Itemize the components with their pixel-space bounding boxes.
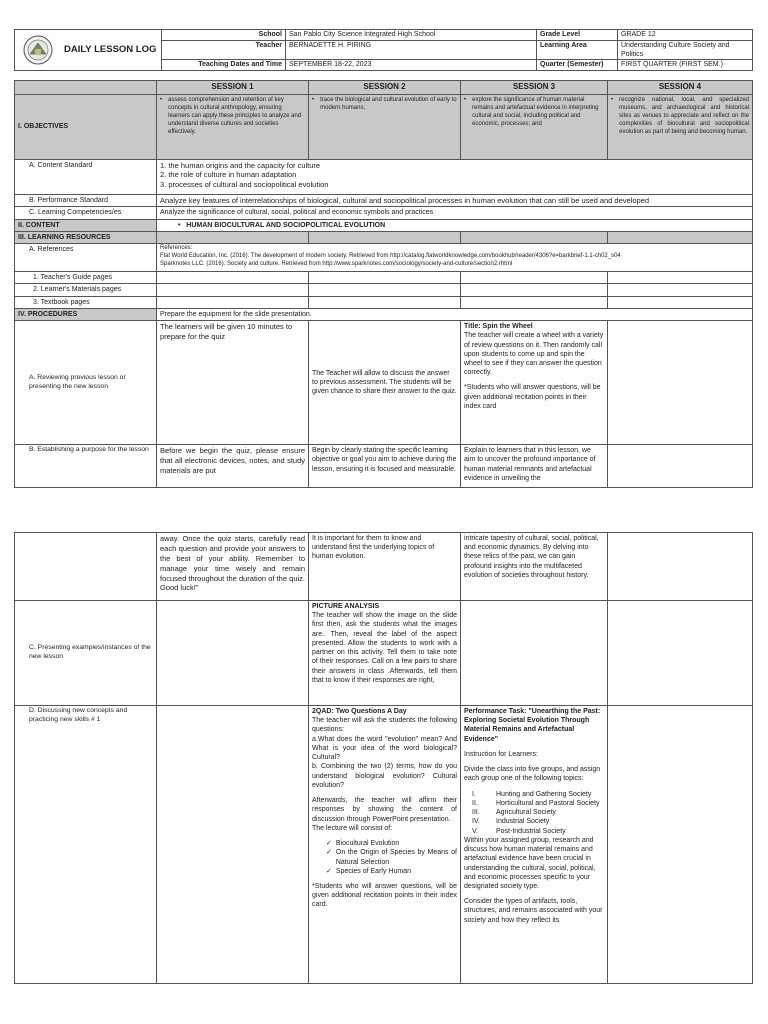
discussing-session-2: 2QAD: Two Questions A Day The teacher will ask the students the following questions: a.What does the word "evolution" mean? And What is your idea of the word biological? Cultural? b. Combining the two (2) terms, how do you understand biological evolution? Cultural evolution? Afterwards, the teacher will affirm their responses by showing the content of discussion through PowerPoint presentation. The lecture will consist of: ✓ Biocultural Evolution ✓ On the Origin of Species by Means of Natural Selection ✓ Species of Early Human *Students who will answer questions, will be given additional recitation points in their index card. bbox=[309, 706, 461, 984]
purpose-session-2: Begin by clearly stating the specific learning objective or goal you aim to achieve during the lesson, ensuring it is focused and measurable. bbox=[309, 445, 461, 488]
content-standard-label: A. Content Standard bbox=[15, 159, 157, 194]
review-session-3: Title: Spin the Wheel The teacher will create a wheel with a variety of review questions on it. Then randomly call upon students to come up and spin the wheel to see if they can answer the question correctly. *Students who will answer questions, will be given additional recitation points in their index card bbox=[461, 321, 608, 445]
references-value: References: Flat World Education, Inc. (2016). The development of modern society. Retrieved from http://catalog.flatworldknowledge.com/bookhub/reader/4306?e=barkbrief-1.1-ch02_s04 Sparknotes LLC. (2016). Society and culture. Retrieved from http://www.sparknotes.com/sociology/society-and-culture/section2.rhtml bbox=[157, 244, 753, 272]
objective-session-3: • explore the significance of human material remains and artefactual evidence in interpreting cultural and social, including political and economic, processes; and bbox=[461, 94, 608, 159]
learners-materials-label: 2. Learner's Materials pages bbox=[15, 284, 157, 296]
review-session-2: The Teacher will allow to discuss the answer to previous assessment. The students will be given chance to share their answer to the quiz. bbox=[309, 321, 461, 445]
topic-item: III. Agricultural Society bbox=[472, 809, 556, 817]
purpose-session-1: Before we begin the quiz, please ensure that all electronic devices, notes, and study materials are put bbox=[157, 445, 309, 488]
learning-area-value: Understanding Culture Society and Politics bbox=[618, 41, 753, 60]
school-label: School bbox=[162, 30, 286, 41]
check-icon: ✓ bbox=[326, 840, 332, 848]
purpose-cont-session-1: away. Once the quiz starts, carefully read each question and provide your answers to the best of your ability. Remember to manage your time wisely and remain focused throughout the duration of the quiz. Good luck!" bbox=[157, 533, 309, 601]
quarter-label: Quarter (Semester) bbox=[537, 60, 618, 71]
lesson-table-page1 bbox=[14, 80, 753, 488]
reviewing-label: A. Reviewing previous lesson or presenting the new lesson bbox=[15, 321, 157, 445]
topic-item: IV. Industrial Society bbox=[472, 818, 550, 826]
corner-cell bbox=[15, 81, 157, 95]
doc-title: DAILY LESSON LOG bbox=[64, 43, 157, 55]
topic-item: II. Horticultural and Pastoral Society bbox=[472, 799, 600, 807]
objective-session-2: • trace the biological and cultural evolution of early to modern humans; bbox=[309, 94, 461, 159]
check-item: ✓ Species of Early Human bbox=[326, 867, 411, 875]
teacher-label: Teacher bbox=[162, 41, 286, 60]
grade-level-value: GRADE 12 bbox=[618, 30, 753, 41]
objective-session-1: • assess comprehension and retention of key concepts in cultural anthropology, ensuring learners can apply these principles to analyze and understand diverse cultures and societies effectively. bbox=[157, 94, 309, 159]
procedures-value: Prepare the equipment for the slide presentation. bbox=[157, 308, 753, 320]
logo-title-cell bbox=[15, 30, 162, 71]
competencies-value: Analyze the significance of cultural, social, political and economic symbols and practices bbox=[157, 207, 753, 219]
references-label: A. References bbox=[15, 244, 157, 272]
dates-value: SEPTEMBER 18-22, 2023 bbox=[286, 60, 537, 71]
purpose-label: B. Establishing a purpose for the lesson bbox=[15, 445, 157, 488]
purpose-cont-session-3: intricate tapestry of cultural, social, political, and economic dynamics. By delving into these relics of the past, we can gain profound insights into the multifaceted evolution of societies throughout history. bbox=[461, 533, 608, 601]
objectives-label: I. OBJECTIVES bbox=[15, 94, 157, 159]
session-4-header: SESSION 4 bbox=[608, 81, 753, 95]
check-item: ✓ Biocultural Evolution bbox=[326, 840, 400, 848]
purpose-session-3: Explain to learners that in this lesson, we aim to uncover the profound importance of human material remnants and artefactual evidence in unveiling the bbox=[461, 445, 608, 488]
lesson-table-page2 bbox=[14, 532, 753, 984]
content-value: • HUMAN BIOCULTURAL AND SOCIOPOLITICAL EVOLUTION bbox=[157, 219, 753, 231]
school-seal-icon bbox=[18, 34, 58, 66]
session-1-header: SESSION 1 bbox=[157, 81, 309, 95]
resources-label: III. LEARNING RESOURCES bbox=[15, 231, 157, 243]
session-2-header: SESSION 2 bbox=[309, 81, 461, 95]
session-3-header: SESSION 3 bbox=[461, 81, 608, 95]
presenting-session-2: PICTURE ANALYSIS The teacher will show the image on the slide first then, ask the students what the images are.. Then, reveal the label of the aspect presented. Allow the students to work with a partner on this activity. Tell them to take note of their responses. Call on a few pairs to share their answers in class .Afterwards, tell them that to know if their responses are right, bbox=[309, 601, 461, 706]
learning-area-label: Learning Area bbox=[537, 41, 618, 60]
objective-session-4: • recognize national, local, and specialized museums, and archaeological and historical sites as venues to appreciate and reflect on the complexities of biocultural and sociopolitical evolution as part of being and becoming human. bbox=[608, 94, 753, 159]
check-icon: ✓ bbox=[326, 867, 332, 875]
performance-standard-value: Analyze key features of interrelationships of biological, cultural and sociopolitical processes in human evolution that can still be used and developed bbox=[157, 194, 753, 207]
check-icon: ✓ bbox=[326, 849, 332, 857]
purpose-cont-session-2: It is important for them to know and understand first the underlying topics of human evolution. bbox=[309, 533, 461, 601]
dates-label: Teaching Dates and Time bbox=[162, 60, 286, 71]
school-value: San Pablo City Science Integrated High School bbox=[286, 30, 537, 41]
check-item: ✓ On the Origin of Species by Means of Natural Selection bbox=[326, 849, 457, 866]
presenting-label: C. Presenting examples/instances of the new lesson bbox=[15, 601, 157, 706]
content-standard-value: 1. the human origins and the capacity for culture 2. the role of culture in human adaptation 3. processes of cultural and sociopolitical evolution bbox=[157, 159, 753, 194]
teacher-value: BERNADETTE H. PIRING bbox=[286, 41, 537, 60]
review-session-1: The learners will be given 10 minutes to prepare for the quiz bbox=[157, 321, 309, 445]
grade-level-label: Grade Level bbox=[537, 30, 618, 41]
procedures-label: IV. PROCEDURES bbox=[15, 308, 157, 320]
competencies-label: C. Learning Competencies/es bbox=[15, 207, 157, 219]
discussing-session-3: Performance Task: "Unearthing the Past: Exploring Societal Evolution Through Material Remains and Artefactual Evidence" Instruction for Learners: Divide the class into five groups, and assign each group one of the following topics: I. Hunting and Gathering Society II. Horticultural and Pastoral Society III. Agricultural Society IV. Industrial Society V. Post-Industrial Society Within your assigned group, research and discuss how human material remains and artefactual evidence have been crucial in understanding the cultural, social, political, and economic processes specific to your designated society type. Consider the types of artifacts, tools, structures, and remains associated with your society and how they reflect its bbox=[461, 706, 608, 984]
quarter-value: FIRST QUARTER (FIRST SEM.) bbox=[618, 60, 753, 71]
topic-item: I. Hunting and Gathering Society bbox=[472, 790, 592, 798]
performance-standard-label: B. Performance Standard bbox=[15, 194, 157, 207]
teachers-guide-label: 1. Teacher's Guide pages bbox=[15, 272, 157, 284]
content-label: II. CONTENT bbox=[15, 219, 157, 231]
header-table bbox=[14, 29, 753, 71]
discussing-label: D. Discussing new concepts and practicing new skills # 1 bbox=[15, 706, 157, 984]
textbook-label: 3. Textbook pages bbox=[15, 296, 157, 308]
topic-item: V. Post-Industrial Society bbox=[472, 827, 566, 835]
